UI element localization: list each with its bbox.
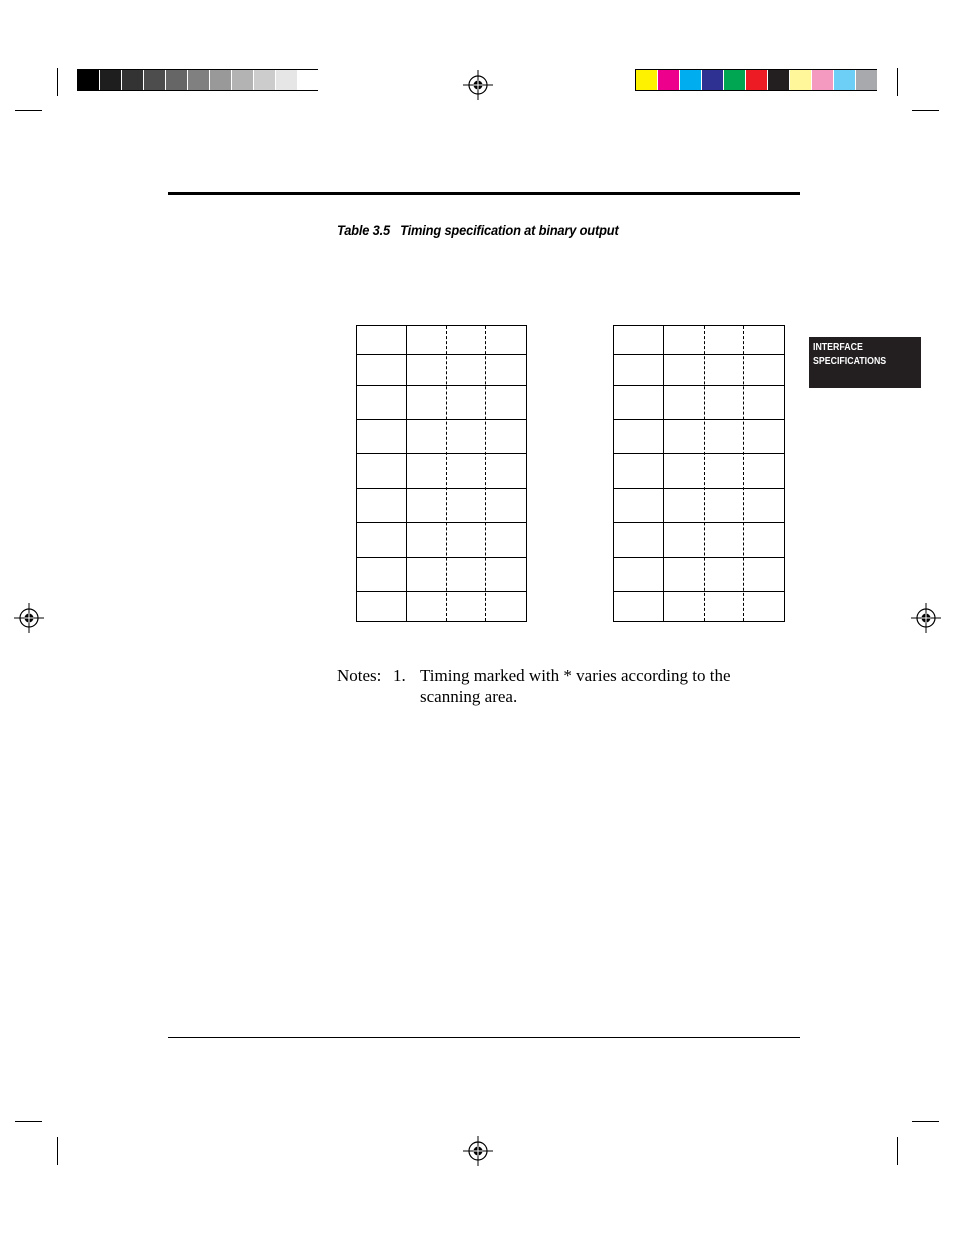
calibration-swatch (210, 70, 231, 90)
notes-label: Notes: (337, 666, 382, 685)
calibration-swatch (254, 70, 275, 90)
section-tab-line1: INTERFACE (813, 342, 863, 353)
calibration-swatch (746, 70, 767, 90)
note-number: 1. (393, 666, 406, 685)
table-caption: Table 3.5 Timing specification at binary output (337, 222, 619, 238)
calibration-swatch (680, 70, 701, 90)
note-text: Timing marked with * varies according to the scanning area. (420, 666, 731, 706)
calibration-swatch (702, 70, 723, 90)
calibration-swatch (658, 70, 679, 90)
calibration-swatch (144, 70, 165, 90)
crop-mark-top-right-h (912, 110, 939, 111)
calibration-swatch (276, 70, 297, 90)
registration-mark-left-icon (14, 603, 44, 633)
timing-table-right (613, 325, 785, 622)
calibration-swatch (166, 70, 187, 90)
calibration-swatch (724, 70, 745, 90)
calibration-swatch (188, 70, 209, 90)
calibration-swatch (100, 70, 121, 90)
crop-mark-top-left-v (57, 68, 58, 96)
calibration-swatch (298, 70, 319, 90)
section-tab-line2: SPECIFICATIONS (813, 356, 887, 367)
calibration-swatch (636, 70, 657, 90)
crop-mark-bottom-right-h (912, 1121, 939, 1122)
calibration-swatch (790, 70, 811, 90)
registration-mark-top-icon (463, 70, 493, 100)
color-calibration-bar (635, 69, 877, 91)
calibration-swatch (768, 70, 789, 90)
calibration-swatch (122, 70, 143, 90)
crop-mark-bottom-right-v (897, 1137, 898, 1165)
calibration-swatch (834, 70, 855, 90)
timing-table-left (356, 325, 527, 622)
grayscale-calibration-bar (77, 69, 318, 91)
section-tab (809, 337, 921, 388)
calibration-swatch (232, 70, 253, 90)
registration-mark-bottom-icon (463, 1136, 493, 1166)
header-rule (168, 192, 800, 195)
calibration-swatch (856, 70, 877, 90)
crop-mark-bottom-left-h (15, 1121, 42, 1122)
crop-mark-top-left-h (15, 110, 42, 111)
registration-mark-right-icon (911, 603, 941, 633)
calibration-swatch (812, 70, 833, 90)
crop-mark-top-right-v (897, 68, 898, 96)
crop-mark-bottom-left-v (57, 1137, 58, 1165)
calibration-swatch (78, 70, 99, 90)
footer-rule (168, 1037, 800, 1038)
